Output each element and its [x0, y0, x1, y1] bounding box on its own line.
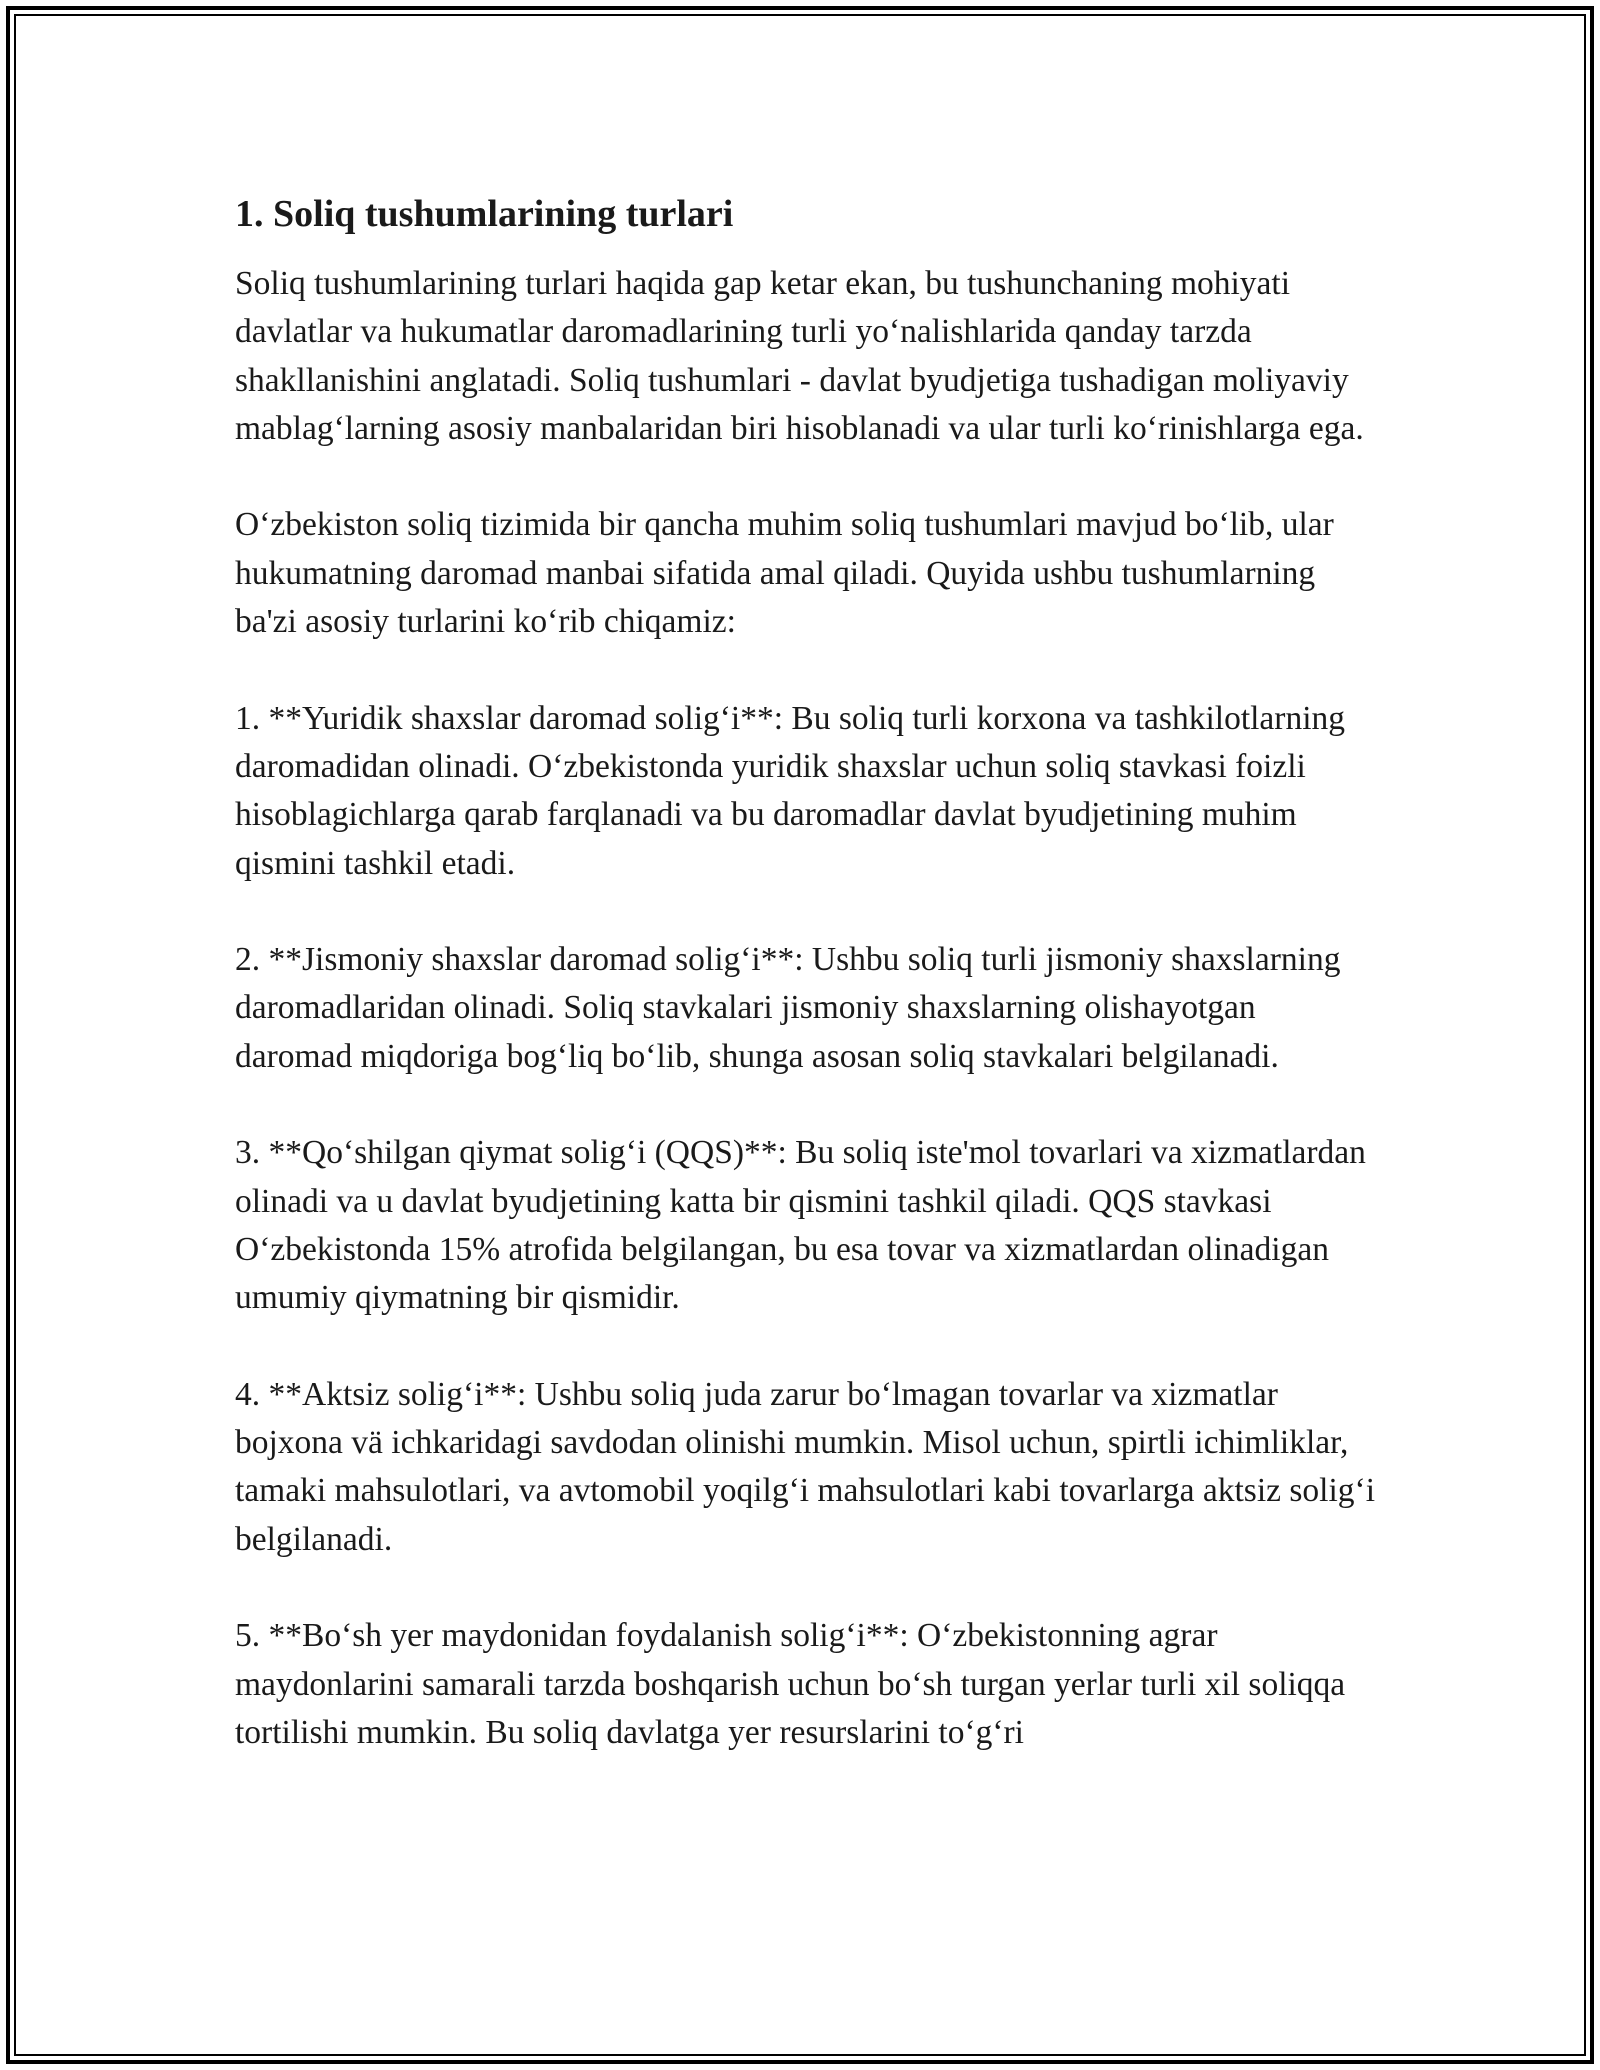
- list-item-corporate-income-tax: 1. **Yuridik shaxslar daromad solig‘i**: Bu soliq turli korxona va tashkilotlarning daromadidan olinadi. O‘zbekistonda yuridik shaxslar uchun soliq stavkasi foizli hisoblagichlarga qarab farqlanadi va bu daromadlar davlat byudjetining muhim qismini tashkil etadi.: [235, 699, 1346, 882]
- document-body: [235, 186, 1375, 1757]
- list-item-land-use-tax: 5. **Bo‘sh yer maydonidan foydalanish solig‘i**: O‘zbekistonning agrar maydonlarini samarali tarzda boshqarish uchun bo‘sh turgan yerlar turli xil soliqqa tortilishi mumkin. Bu soliq davlatga yer resurslarini to‘g‘ri: [235, 1617, 1346, 1751]
- paragraph-overview: O‘zbekiston soliq tizimida bir qancha muhim soliq tushumlari mavjud bo‘lib, ular hukumatning daromad manbai sifatida amal qiladi. Quyida ushbu tushumlarning ba'zi asosiy turlarini ko‘rib chiqamiz:: [235, 506, 1334, 641]
- list-item-personal-income-tax: 2. **Jismoniy shaxslar daromad solig‘i**: Ushbu soliq turli jismoniy shaxslarning daromadlaridan olinadi. Soliq stavkalari jismoniy shaxslarning olishayotgan daromad miqdoriga bog‘liq bo‘lib, shunga asosan soliq stavkalari belgilanadi.: [235, 941, 1341, 1075]
- list-item-vat: 3. **Qo‘shilgan qiymat solig‘i (QQS)**: Bu soliq iste'mol tovarlari va xizmatlardan olinadi va u davlat byudjetining katta bir qismini tashkil qiladi. QQS stavkasi O‘zbekistonda 15% atrofida belgilangan, bu esa tovar va xizmatlardan olinadigan umumiy qiymatning bir qismidir.: [235, 1134, 1366, 1317]
- list-item-excise-tax: 4. **Aktsiz solig‘i**: Ushbu soliq juda zarur bo‘lmagan tovarlar va xizmatlar bojxona vä ichkaridagi savdodan olinishi mumkin. Misol uchun, spirtli ichimliklar, tamaki mahsulotlari, va avtomobil yoqilg‘i mahsulotlari kabi tovarlarga aktsiz solig‘i belgilanadi.: [235, 1375, 1375, 1558]
- section-heading: 1. Soliq tushumlarining turlari: [235, 193, 734, 235]
- paragraph-intro: Soliq tushumlarining turlari haqida gap ketar ekan, bu tushunchaning mohiyati davlatlar va hukumatlar daromadlarining turli yo‘nalishlarida qanday tarzda shakllanishini anglatadi. Soliq tushumlari - davlat byudjetiga tushadigan moliyaviy mablag‘larning asosiy manbalaridan biri hisoblanadi va ular turli ko‘rinishlarga ega.: [235, 265, 1364, 447]
